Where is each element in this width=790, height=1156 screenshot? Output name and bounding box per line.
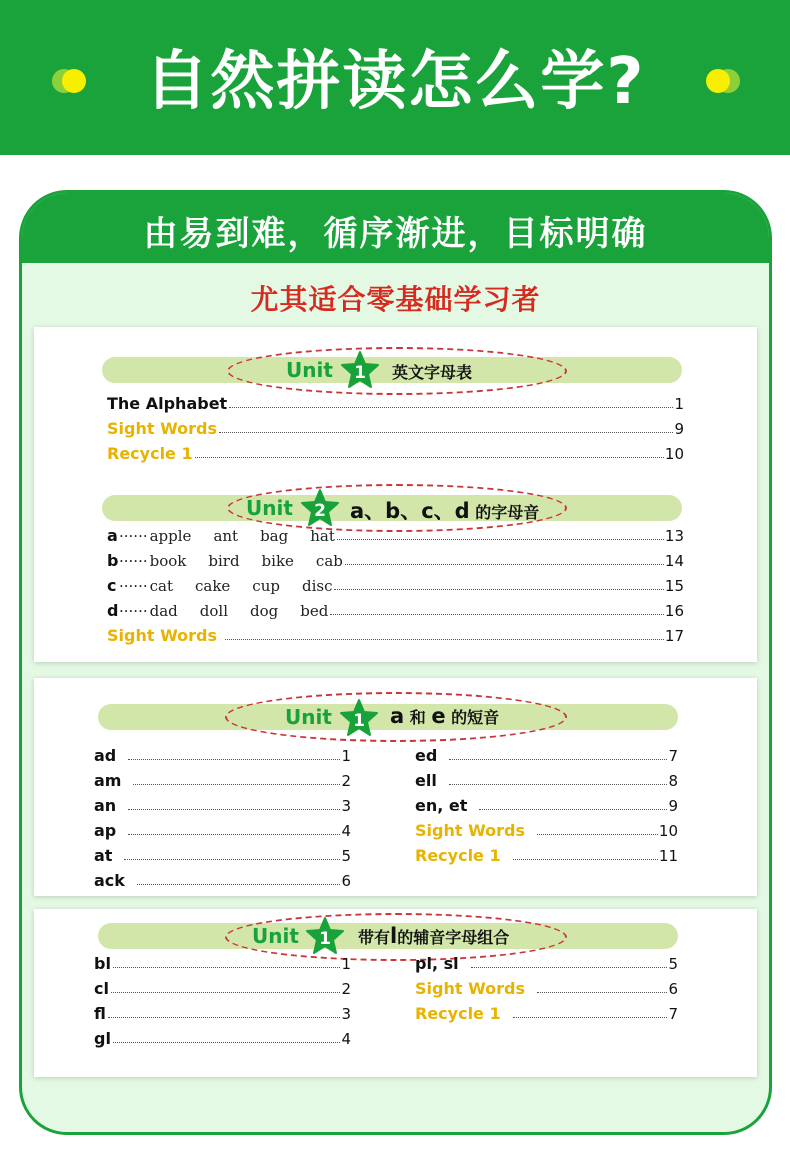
toc-row-words bbox=[119, 575, 354, 597]
unit-title bbox=[350, 495, 539, 525]
contents-panel-1 bbox=[34, 327, 757, 662]
toc-row bbox=[94, 770, 351, 792]
toc-row-leader bbox=[113, 967, 341, 968]
toc-row-page: 5 bbox=[668, 955, 678, 973]
toc-row-page: 10 bbox=[658, 822, 678, 840]
toc-row-leader bbox=[111, 992, 340, 993]
toc-row bbox=[415, 745, 678, 767]
unit-number: 2 bbox=[314, 501, 326, 521]
toc-row bbox=[107, 575, 684, 597]
toc-row-leader bbox=[479, 809, 667, 810]
toc-row-page: 7 bbox=[668, 1005, 678, 1023]
contents-panel-2 bbox=[34, 678, 757, 896]
toc-example-word: bike bbox=[261, 552, 294, 570]
toc-row bbox=[94, 820, 351, 842]
toc-example-word: hat bbox=[310, 527, 335, 545]
toc-row-leader bbox=[229, 407, 673, 408]
toc-row-page: 6 bbox=[341, 872, 351, 890]
toc-row bbox=[107, 418, 684, 440]
toc-row-leader bbox=[345, 564, 664, 565]
toc-row-label: Recycle 1 bbox=[415, 1004, 501, 1023]
toc-row-leader bbox=[449, 784, 668, 785]
toc-row-label: c bbox=[107, 576, 117, 595]
toc-row-page: 10 bbox=[664, 445, 684, 463]
toc-row bbox=[94, 978, 351, 1000]
card-header bbox=[22, 193, 769, 263]
toc-row bbox=[107, 550, 684, 572]
toc-row-leader bbox=[195, 457, 664, 458]
toc-row-label: a bbox=[107, 526, 118, 545]
toc-row-label: an bbox=[94, 796, 117, 815]
unit-label: Unit bbox=[246, 496, 293, 520]
toc-row bbox=[415, 978, 678, 1000]
toc-row-label: am bbox=[94, 771, 122, 790]
unit-title-prefix: 带有 bbox=[358, 928, 391, 947]
toc-row-words bbox=[119, 525, 357, 547]
toc-row-lead: ······ bbox=[119, 602, 148, 620]
unit-title-l: l bbox=[390, 924, 398, 948]
unit-title-suffix: 的字母音 bbox=[475, 503, 540, 522]
toc-row-page: 14 bbox=[664, 552, 684, 570]
unit-number: 1 bbox=[353, 711, 365, 731]
unit-number-star-icon bbox=[340, 350, 380, 390]
toc-row-leader bbox=[513, 1017, 668, 1018]
toc-row-page: 2 bbox=[341, 772, 351, 790]
toc-example-word: bag bbox=[260, 527, 289, 545]
unit-title: 英文字母表 bbox=[392, 363, 473, 382]
toc-row-leader bbox=[513, 859, 658, 860]
toc-example-word: cup bbox=[252, 577, 280, 595]
toc-row-label: at bbox=[94, 846, 113, 865]
toc-row-page: 2 bbox=[341, 980, 351, 998]
toc-row-leader bbox=[219, 432, 673, 433]
unit-number-star-icon bbox=[300, 488, 340, 528]
unit-number-star-icon bbox=[339, 698, 379, 738]
toc-example-word: dog bbox=[250, 602, 279, 620]
toc-row-leader bbox=[471, 967, 668, 968]
top-banner bbox=[0, 0, 790, 155]
toc-row bbox=[415, 1003, 678, 1025]
toc-row bbox=[94, 953, 351, 975]
toc-row-leader bbox=[133, 784, 340, 785]
toc-row-page: 9 bbox=[668, 797, 678, 815]
toc-row-page: 15 bbox=[664, 577, 684, 595]
toc-row-leader bbox=[137, 884, 341, 885]
toc-row-page: 7 bbox=[668, 747, 678, 765]
unit-number: 1 bbox=[319, 929, 331, 949]
toc-row-page: 3 bbox=[341, 1005, 351, 1023]
toc-row-leader bbox=[337, 539, 664, 540]
toc-row-leader bbox=[128, 759, 340, 760]
toc-row-page: 1 bbox=[341, 747, 351, 765]
toc-example-word: ant bbox=[213, 527, 239, 545]
toc-row-words bbox=[119, 550, 365, 572]
toc-row-lead: ······ bbox=[119, 577, 148, 595]
toc-row-page: 8 bbox=[668, 772, 678, 790]
toc-row-leader bbox=[334, 589, 663, 590]
toc-row-label: fl bbox=[94, 1004, 106, 1023]
toc-row-label: The Alphabet bbox=[107, 394, 228, 413]
toc-row bbox=[107, 600, 684, 622]
unit-label: Unit bbox=[252, 924, 299, 948]
toc-row-leader bbox=[108, 1017, 341, 1018]
unit-title-letters: a、b、c、d bbox=[350, 499, 470, 523]
toc-row bbox=[94, 795, 351, 817]
toc-row-page: 4 bbox=[341, 822, 351, 840]
toc-row-label: ell bbox=[415, 771, 437, 790]
toc-row-label: ap bbox=[94, 821, 117, 840]
unit-number: 1 bbox=[354, 363, 366, 383]
unit-title-a: a bbox=[390, 704, 405, 728]
toc-row-label: ad bbox=[94, 746, 117, 765]
toc-example-word: doll bbox=[199, 602, 228, 620]
toc-row-label: pl, sl bbox=[415, 954, 459, 973]
toc-row-page: 5 bbox=[341, 847, 351, 865]
toc-row-page: 9 bbox=[674, 420, 684, 438]
toc-row-leader bbox=[537, 992, 667, 993]
toc-row bbox=[94, 1028, 351, 1050]
toc-row bbox=[107, 443, 684, 465]
toc-row-label: ack bbox=[94, 871, 125, 890]
toc-row bbox=[107, 393, 684, 415]
toc-row-page: 16 bbox=[664, 602, 684, 620]
card-subtitle: 尤其适合零基础学习者 bbox=[250, 283, 541, 316]
toc-row bbox=[94, 745, 351, 767]
unit-title bbox=[358, 924, 509, 948]
contents-panel-3 bbox=[34, 909, 757, 1077]
toc-row-label: gl bbox=[94, 1029, 111, 1048]
unit-number-star-icon bbox=[305, 916, 345, 956]
toc-row bbox=[107, 525, 684, 547]
unit-title-and: 和 bbox=[409, 708, 426, 727]
toc-row-page: 13 bbox=[664, 527, 684, 545]
toc-row-page: 1 bbox=[674, 395, 684, 413]
toc-row-label: en, et bbox=[415, 796, 468, 815]
toc-row-page: 3 bbox=[341, 797, 351, 815]
decor-dots-right-icon bbox=[706, 68, 740, 94]
toc-row bbox=[415, 820, 678, 842]
toc-row-label: d bbox=[107, 601, 119, 620]
toc-row-page: 17 bbox=[664, 627, 684, 645]
unit-label: Unit bbox=[286, 358, 333, 382]
unit-label: Unit bbox=[285, 705, 332, 729]
toc-example-word: bird bbox=[208, 552, 240, 570]
toc-example-word: cab bbox=[315, 552, 343, 570]
toc-row-leader bbox=[113, 1042, 341, 1043]
toc-row-leader bbox=[330, 614, 664, 615]
toc-example-word: disc bbox=[301, 577, 333, 595]
toc-row-leader bbox=[449, 759, 667, 760]
toc-row-label: Sight Words bbox=[415, 821, 526, 840]
toc-row-leader bbox=[124, 859, 340, 860]
card-title: 由易到难，循序渐进，目标明确 bbox=[143, 214, 648, 254]
toc-row-label: Sight Words bbox=[107, 626, 218, 645]
toc-row bbox=[415, 953, 678, 975]
toc-row bbox=[94, 1003, 351, 1025]
toc-row bbox=[415, 770, 678, 792]
toc-example-word: apple bbox=[149, 527, 192, 545]
unit-title-suffix: 的辅音字母组合 bbox=[397, 928, 510, 947]
toc-row-label: cl bbox=[94, 979, 109, 998]
toc-row-words bbox=[119, 600, 350, 622]
toc-row-leader bbox=[225, 639, 664, 640]
toc-row-label: Sight Words bbox=[415, 979, 526, 998]
unit-title-e: e bbox=[431, 704, 446, 728]
toc-row-label: Recycle 1 bbox=[415, 846, 501, 865]
toc-row-label: b bbox=[107, 551, 119, 570]
toc-row-leader bbox=[537, 834, 658, 835]
contents-card bbox=[19, 190, 772, 1135]
toc-row bbox=[107, 625, 684, 647]
toc-row-lead: ······ bbox=[119, 552, 148, 570]
toc-example-word: bed bbox=[300, 602, 329, 620]
toc-row-leader bbox=[128, 834, 340, 835]
toc-row-label: ed bbox=[415, 746, 438, 765]
toc-example-word: book bbox=[149, 552, 187, 570]
toc-row bbox=[94, 845, 351, 867]
unit-title-suffix: 的短音 bbox=[451, 708, 500, 727]
toc-row-page: 11 bbox=[658, 847, 678, 865]
toc-row-label: Sight Words bbox=[107, 419, 218, 438]
toc-row-page: 4 bbox=[341, 1030, 351, 1048]
toc-row-page: 1 bbox=[341, 955, 351, 973]
page-title: 自然拼读怎么学? bbox=[144, 45, 646, 119]
toc-example-word: cake bbox=[194, 577, 231, 595]
toc-row-lead: ······ bbox=[119, 527, 148, 545]
toc-row-leader bbox=[128, 809, 340, 810]
toc-example-word: dad bbox=[149, 602, 178, 620]
toc-row-page: 6 bbox=[668, 980, 678, 998]
toc-row bbox=[94, 870, 351, 892]
toc-row-label: bl bbox=[94, 954, 111, 973]
toc-example-word: cat bbox=[149, 577, 173, 595]
toc-row bbox=[415, 795, 678, 817]
unit-title bbox=[390, 704, 499, 728]
toc-row bbox=[415, 845, 678, 867]
toc-row-label: Recycle 1 bbox=[107, 444, 193, 463]
